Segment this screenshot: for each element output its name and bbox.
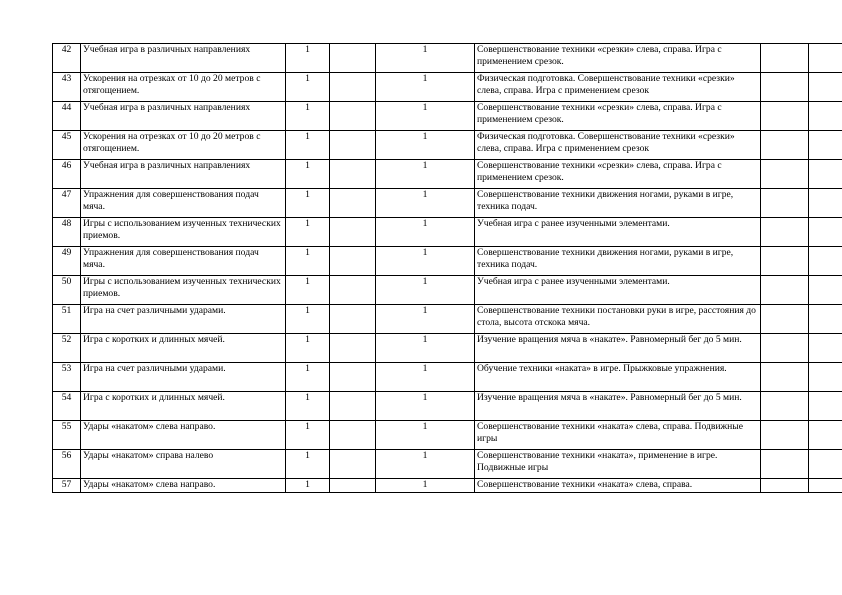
date-fact-cell (809, 450, 842, 479)
lesson-topic: Учебная игра в различных направлениях (81, 160, 286, 189)
date-fact-cell (809, 73, 842, 102)
empty-cell (330, 450, 376, 479)
lesson-topic: Игра на счет различными ударами. (81, 363, 286, 392)
lesson-content: Совершенствование техники движения ногами, руками в игре, техника подач. (475, 247, 761, 276)
table-row (53, 334, 842, 363)
date-plan-cell (761, 44, 809, 73)
table-row (53, 218, 842, 247)
empty-cell (330, 131, 376, 160)
row-number: 54 (53, 392, 81, 421)
empty-cell (330, 102, 376, 131)
lesson-content: Физическая подготовка. Совершенствование техники «срезки» слева, справа. Игра с применением срезок (475, 131, 761, 160)
lesson-plan-table (52, 43, 842, 493)
table-row (53, 160, 842, 189)
date-fact-cell (809, 334, 842, 363)
date-fact-cell (809, 160, 842, 189)
lesson-content: Совершенствование техники «срезки» слева, справа. Игра с применением срезок. (475, 44, 761, 73)
hours-count-2: 1 (376, 131, 475, 160)
table-row (53, 421, 842, 450)
row-number: 57 (53, 479, 81, 493)
date-plan-cell (761, 305, 809, 334)
date-plan-cell (761, 450, 809, 479)
hours-count-2: 1 (376, 479, 475, 493)
hours-count-2: 1 (376, 44, 475, 73)
table-body (53, 44, 842, 493)
row-number: 52 (53, 334, 81, 363)
row-number: 45 (53, 131, 81, 160)
row-number: 56 (53, 450, 81, 479)
row-number: 53 (53, 363, 81, 392)
lesson-topic: Учебная игра в различных направлениях (81, 44, 286, 73)
date-fact-cell (809, 392, 842, 421)
hours-count-2: 1 (376, 421, 475, 450)
date-plan-cell (761, 421, 809, 450)
date-fact-cell (809, 102, 842, 131)
row-number: 48 (53, 218, 81, 247)
lesson-content: Изучение вращения мяча в «накате». Равномерный бег до 5 мин. (475, 392, 761, 421)
hours-count: 1 (286, 305, 330, 334)
empty-cell (330, 421, 376, 450)
table-row (53, 305, 842, 334)
lesson-topic: Игры с использованием изученных технических приемов. (81, 218, 286, 247)
lesson-topic: Игры с использованием изученных технических приемов. (81, 276, 286, 305)
lesson-content: Обучение техники «наката» в игре. Прыжковые упражнения. (475, 363, 761, 392)
table-row (53, 363, 842, 392)
hours-count: 1 (286, 160, 330, 189)
row-number: 49 (53, 247, 81, 276)
lesson-content: Совершенствование техники движения ногами, руками в игре, техника подач. (475, 189, 761, 218)
date-plan-cell (761, 247, 809, 276)
date-fact-cell (809, 189, 842, 218)
empty-cell (330, 218, 376, 247)
table-row (53, 247, 842, 276)
hours-count-2: 1 (376, 102, 475, 131)
lesson-topic: Удары «накатом» слева направо. (81, 479, 286, 493)
row-number: 43 (53, 73, 81, 102)
empty-cell (330, 305, 376, 334)
date-fact-cell (809, 44, 842, 73)
hours-count: 1 (286, 131, 330, 160)
hours-count-2: 1 (376, 160, 475, 189)
lesson-content: Совершенствование техники постановки руки в игре, расстояния до стола, высота отскока мяча. (475, 305, 761, 334)
hours-count: 1 (286, 218, 330, 247)
lesson-content: Совершенствование техники «срезки» слева, справа. Игра с применением срезок. (475, 160, 761, 189)
hours-count-2: 1 (376, 189, 475, 218)
date-fact-cell (809, 305, 842, 334)
table-row (53, 479, 842, 493)
date-plan-cell (761, 131, 809, 160)
hours-count-2: 1 (376, 73, 475, 102)
lesson-topic: Игра с коротких и длинных мячей. (81, 392, 286, 421)
hours-count: 1 (286, 276, 330, 305)
lesson-content: Совершенствование техники «наката» слева, справа. Подвижные игры (475, 421, 761, 450)
row-number: 42 (53, 44, 81, 73)
lesson-content: Учебная игра с ранее изученными элементами. (475, 218, 761, 247)
table-row (53, 189, 842, 218)
table-row (53, 450, 842, 479)
lesson-topic: Удары «накатом» справа налево (81, 450, 286, 479)
row-number: 55 (53, 421, 81, 450)
lesson-topic: Удары «накатом» слева направо. (81, 421, 286, 450)
hours-count: 1 (286, 44, 330, 73)
date-plan-cell (761, 276, 809, 305)
empty-cell (330, 363, 376, 392)
row-number: 47 (53, 189, 81, 218)
lesson-content: Совершенствование техники «наката» слева, справа. (475, 479, 761, 493)
date-plan-cell (761, 363, 809, 392)
date-plan-cell (761, 218, 809, 247)
empty-cell (330, 247, 376, 276)
hours-count-2: 1 (376, 247, 475, 276)
hours-count-2: 1 (376, 305, 475, 334)
empty-cell (330, 276, 376, 305)
hours-count: 1 (286, 421, 330, 450)
row-number: 50 (53, 276, 81, 305)
hours-count-2: 1 (376, 218, 475, 247)
empty-cell (330, 392, 376, 421)
hours-count: 1 (286, 392, 330, 421)
date-plan-cell (761, 189, 809, 218)
empty-cell (330, 44, 376, 73)
lesson-topic: Ускорения на отрезках от 10 до 20 метров с отягощением. (81, 73, 286, 102)
lesson-topic: Упражнения для совершенствования подач мяча. (81, 247, 286, 276)
hours-count: 1 (286, 189, 330, 218)
date-plan-cell (761, 479, 809, 493)
hours-count: 1 (286, 247, 330, 276)
date-fact-cell (809, 421, 842, 450)
hours-count: 1 (286, 479, 330, 493)
hours-count-2: 1 (376, 363, 475, 392)
lesson-topic: Игра с коротких и длинных мячей. (81, 334, 286, 363)
lesson-topic: Ускорения на отрезках от 10 до 20 метров с отягощением. (81, 131, 286, 160)
date-fact-cell (809, 247, 842, 276)
table-row (53, 276, 842, 305)
lesson-content: Физическая подготовка. Совершенствование техники «срезки» слева, справа. Игра с применением срезок (475, 73, 761, 102)
hours-count-2: 1 (376, 392, 475, 421)
date-fact-cell (809, 363, 842, 392)
empty-cell (330, 334, 376, 363)
date-plan-cell (761, 73, 809, 102)
hours-count: 1 (286, 334, 330, 363)
lesson-content: Учебная игра с ранее изученными элементами. (475, 276, 761, 305)
row-number: 51 (53, 305, 81, 334)
date-fact-cell (809, 276, 842, 305)
row-number: 44 (53, 102, 81, 131)
table-row (53, 102, 842, 131)
row-number: 46 (53, 160, 81, 189)
empty-cell (330, 189, 376, 218)
empty-cell (330, 160, 376, 189)
table-row (53, 73, 842, 102)
table-row (53, 44, 842, 73)
hours-count-2: 1 (376, 450, 475, 479)
hours-count-2: 1 (376, 334, 475, 363)
date-plan-cell (761, 392, 809, 421)
hours-count: 1 (286, 102, 330, 131)
lesson-content: Изучение вращения мяча в «накате». Равномерный бег до 5 мин. (475, 334, 761, 363)
date-fact-cell (809, 479, 842, 493)
hours-count: 1 (286, 363, 330, 392)
hours-count: 1 (286, 450, 330, 479)
lesson-content: Совершенствование техники «срезки» слева, справа. Игра с применением срезок. (475, 102, 761, 131)
date-fact-cell (809, 131, 842, 160)
date-plan-cell (761, 102, 809, 131)
lesson-topic: Учебная игра в различных направлениях (81, 102, 286, 131)
table-row (53, 392, 842, 421)
empty-cell (330, 73, 376, 102)
hours-count: 1 (286, 73, 330, 102)
lesson-topic: Упражнения для совершенствования подач мяча. (81, 189, 286, 218)
table-row (53, 131, 842, 160)
hours-count-2: 1 (376, 276, 475, 305)
empty-cell (330, 479, 376, 493)
lesson-topic: Игра на счет различными ударами. (81, 305, 286, 334)
date-plan-cell (761, 160, 809, 189)
date-plan-cell (761, 334, 809, 363)
date-fact-cell (809, 218, 842, 247)
lesson-content: Совершенствование техники «наката», применение в игре. Подвижные игры (475, 450, 761, 479)
